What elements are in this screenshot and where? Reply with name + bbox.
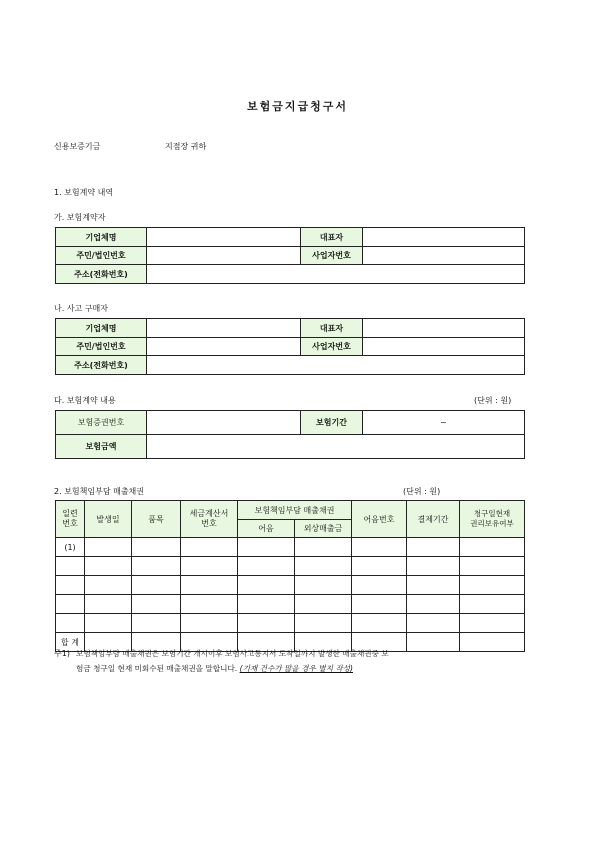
footnote-line-1: 보험책임부담 매출채권은 보험기간 개시이후 보험사고통지서 도착일까지 발생한 매출채권중 보	[76, 649, 389, 658]
buyer-reg-no-label: 주민/법인번호	[56, 338, 147, 356]
subsection-na-heading: 나. 사고 구매자	[54, 304, 108, 313]
cell[interactable]	[352, 576, 407, 595]
cell[interactable]	[295, 595, 352, 614]
cell[interactable]	[56, 595, 85, 614]
buyer-address-field[interactable]	[147, 356, 525, 375]
section-2-heading: 2. 보험책임부담 매출채권	[54, 487, 144, 496]
buyer-reg-no-field[interactable]	[147, 338, 301, 356]
subsection-da-heading: 다. 보험계약 내용	[54, 396, 116, 405]
document-title: 보험금지급청구서	[246, 100, 348, 113]
cell[interactable]	[460, 576, 525, 595]
table-row	[56, 595, 525, 614]
header-group-receivables: 보험책임부담 매출채권	[238, 501, 352, 520]
cell[interactable]	[85, 557, 132, 576]
footnote-emphasis: (기재 건수가 많을 경우 별지 작성)	[239, 664, 353, 673]
cell[interactable]	[352, 614, 407, 633]
cell[interactable]	[181, 557, 238, 576]
header-bill: 어음	[238, 520, 295, 538]
table-row	[56, 557, 525, 576]
cell[interactable]	[181, 614, 238, 633]
cell[interactable]	[352, 538, 407, 557]
table-row	[56, 576, 525, 595]
period-label: 보험기간	[301, 411, 363, 435]
header-date: 발생일	[85, 501, 132, 538]
buyer-address-label: 주소(전화번호)	[56, 356, 147, 375]
addressee: 신용보증기금	[54, 142, 101, 151]
cell[interactable]	[407, 538, 460, 557]
amount-field[interactable]	[147, 435, 525, 459]
unit-label-da: (단위 : 원)	[474, 396, 512, 405]
buyer-company-name-label: 기업체명	[56, 319, 147, 338]
addressee-suffix: 지점장 귀하	[165, 142, 207, 151]
period-tilde: ~	[440, 418, 447, 427]
serial-cell: (1)	[56, 538, 85, 557]
receivables-table	[55, 500, 525, 652]
cell[interactable]	[238, 595, 295, 614]
footnote	[54, 646, 526, 676]
cell[interactable]	[407, 595, 460, 614]
buyer-biz-no-field[interactable]	[363, 338, 525, 356]
company-name-field[interactable]	[147, 228, 301, 247]
biz-no-label: 사업자번호	[301, 247, 363, 265]
cell[interactable]	[181, 576, 238, 595]
header-serial: 일련 번호	[56, 501, 85, 538]
total-label: 합 계	[56, 633, 85, 652]
buyer-ceo-field[interactable]	[363, 319, 525, 338]
cell[interactable]	[352, 557, 407, 576]
cell[interactable]	[295, 557, 352, 576]
header-bill-no: 어음번호	[352, 501, 407, 538]
cell[interactable]	[295, 614, 352, 633]
table-row	[56, 614, 525, 633]
cell[interactable]	[238, 576, 295, 595]
cell[interactable]	[132, 538, 181, 557]
footnote-prefix: 주1)	[54, 649, 70, 658]
header-holding: 청구일현재 권리보유여부	[460, 501, 525, 538]
cell[interactable]	[295, 538, 352, 557]
table-row	[56, 538, 525, 557]
header-credit: 외상매출금	[295, 520, 352, 538]
cell[interactable]	[132, 557, 181, 576]
reg-no-label: 주민/법인번호	[56, 247, 147, 265]
cell[interactable]	[407, 557, 460, 576]
cell[interactable]	[238, 538, 295, 557]
biz-no-field[interactable]	[363, 247, 525, 265]
cell[interactable]	[85, 576, 132, 595]
cell[interactable]	[407, 614, 460, 633]
cell[interactable]	[85, 595, 132, 614]
cell[interactable]	[407, 576, 460, 595]
insured-party-table	[55, 227, 525, 284]
policy-no-field[interactable]	[147, 411, 301, 435]
cell[interactable]	[460, 538, 525, 557]
period-field[interactable]	[363, 411, 525, 435]
cell[interactable]	[85, 614, 132, 633]
header-tax-invoice: 세금계산서 번호	[181, 501, 238, 538]
buyer-company-name-field[interactable]	[147, 319, 301, 338]
cell[interactable]	[181, 538, 238, 557]
policy-no-label: 보험증권번호	[56, 411, 147, 435]
header-settle: 결제기간	[407, 501, 460, 538]
cell[interactable]	[56, 557, 85, 576]
cell[interactable]	[132, 576, 181, 595]
header-item: 품목	[132, 501, 181, 538]
footnote-line-2: 험금 청구일 현재 미회수된 매출채권을 말합니다.	[76, 664, 238, 673]
buyer-biz-no-label: 사업자번호	[301, 338, 363, 356]
unit-label-2: (단위 : 원)	[403, 487, 441, 496]
cell[interactable]	[460, 557, 525, 576]
cell[interactable]	[132, 595, 181, 614]
cell[interactable]	[56, 614, 85, 633]
cell[interactable]	[352, 595, 407, 614]
cell[interactable]	[132, 614, 181, 633]
cell[interactable]	[85, 538, 132, 557]
cell[interactable]	[295, 576, 352, 595]
reg-no-field[interactable]	[147, 247, 301, 265]
company-name-label: 기업체명	[56, 228, 147, 247]
address-field[interactable]	[147, 265, 525, 284]
address-label: 주소(전화번호)	[56, 265, 147, 284]
cell[interactable]	[238, 614, 295, 633]
cell[interactable]	[460, 595, 525, 614]
amount-label: 보험금액	[56, 435, 147, 459]
subsection-ga-heading: 가. 보험계약자	[54, 213, 106, 222]
ceo-field[interactable]	[363, 228, 525, 247]
buyer-ceo-label: 대표자	[301, 319, 363, 338]
cell[interactable]	[181, 595, 238, 614]
cell[interactable]	[238, 557, 295, 576]
cell[interactable]	[460, 614, 525, 633]
section-1-heading: 1. 보험계약 내역	[54, 188, 114, 197]
cell[interactable]	[56, 576, 85, 595]
buyer-table	[55, 318, 525, 375]
ceo-label: 대표자	[301, 228, 363, 247]
contract-table	[55, 410, 525, 459]
